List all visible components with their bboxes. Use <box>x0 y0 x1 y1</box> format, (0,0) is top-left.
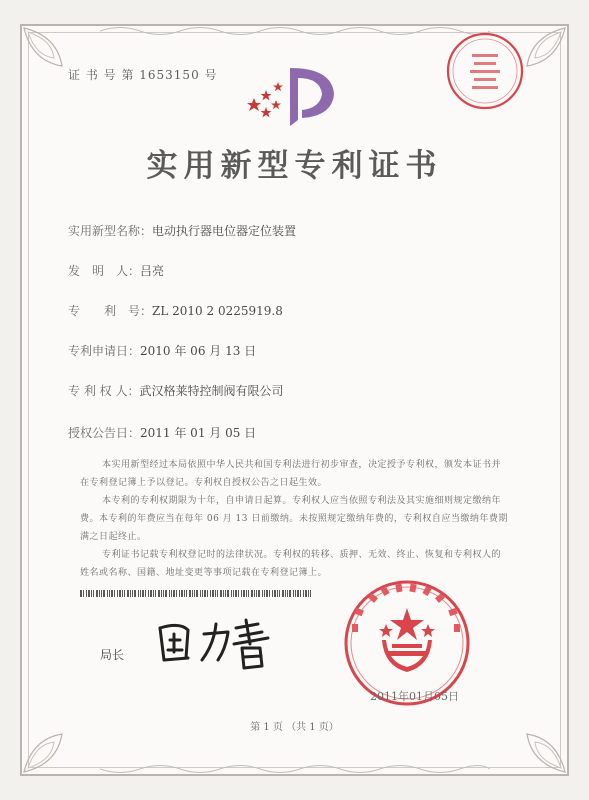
utility-model-name-label: 实用新型名称： <box>68 224 153 238</box>
barcode-bar <box>134 590 136 597</box>
barcode-bar <box>210 590 211 597</box>
barcode-bar <box>189 590 191 597</box>
barcode-bar <box>176 590 177 597</box>
barcode-bar <box>142 590 144 597</box>
barcode-bar <box>204 590 206 597</box>
barcode-bar <box>109 590 110 597</box>
barcode-bar <box>248 590 249 597</box>
barcode-bar <box>99 590 100 597</box>
barcode-bar <box>80 590 82 597</box>
barcode-bar <box>217 590 218 597</box>
barcode-bar <box>114 590 115 597</box>
ornament-top-band <box>100 24 490 38</box>
inventor-value: 吕亮 <box>140 264 165 278</box>
barcode-bar <box>225 590 226 597</box>
application-date-label: 专利申请日： <box>68 344 141 358</box>
barcode-bar <box>196 590 198 597</box>
barcode-bar <box>173 590 175 597</box>
ornament-corner-bottom-right <box>497 704 567 774</box>
barcode-bar <box>300 590 301 597</box>
application-date-value: 2010 年 06 月 13 日 <box>140 344 257 358</box>
barcode-bar <box>207 590 208 597</box>
barcode-bar <box>124 590 125 597</box>
barcode-bar <box>86 590 87 597</box>
body-paragraph-1: 本实用新型经过本局依照中华人民共和国专利法进行初步审查，决定授予专利权，颁发本证书并在专利登记簿上予以登记。专利权自授权公告之日起生效。 <box>80 460 502 488</box>
barcode-bar <box>308 590 309 597</box>
barcode-bar <box>101 590 102 597</box>
barcode-bar <box>111 590 113 597</box>
barcode-bar <box>127 590 129 597</box>
barcode-bar <box>150 590 152 597</box>
barcode-bar <box>161 590 162 597</box>
grant-date-value: 2011 年 01 月 05 日 <box>140 426 257 440</box>
director-signature <box>150 614 280 674</box>
barcode-bar <box>310 590 311 597</box>
barcode-bar <box>200 590 201 597</box>
certificate-number: 证 书 号 第 1653150 号 <box>68 68 218 82</box>
body-paragraph-2: 本专利的专利权期限为十年，自申请日起算。专利权人应当依照专利法及其实施细则规定缴纳年费。本专利的年费应当在每年 06 月 13 日前缴纳。未按照规定缴纳年费的，专利权自应当缴纳年费期满之日起终止。 <box>80 496 508 542</box>
barcode-bar <box>202 590 203 597</box>
barcode-bar <box>91 590 92 597</box>
application-date-row <box>68 342 256 359</box>
barcode-bar <box>233 590 234 597</box>
barcode-bar <box>96 590 98 597</box>
barcode-bar <box>117 590 118 597</box>
barcode-bar <box>155 590 156 597</box>
barcode-bar <box>285 590 286 597</box>
barcode-bar <box>269 590 270 597</box>
barcode-bar <box>262 590 263 597</box>
barcode-bar <box>140 590 141 597</box>
grant-date-label: 授权公告日： <box>68 426 141 440</box>
barcode-bar <box>264 590 265 597</box>
barcode-bar <box>287 590 288 597</box>
seal-date: 2011年01月05日 <box>370 690 459 703</box>
barcode-bar <box>243 590 245 597</box>
director-label: 局长 <box>100 648 125 662</box>
barcode-bar <box>83 590 84 597</box>
barcode-bar <box>282 590 284 597</box>
ornament-corner-bottom-left <box>22 704 92 774</box>
barcode-bar <box>231 590 232 597</box>
patentee-label: 专 利 权 人： <box>68 384 140 398</box>
ornament-bottom-band <box>100 762 490 776</box>
barcode-bar <box>165 590 167 597</box>
barcode-bar <box>289 590 291 597</box>
barcode <box>80 590 315 597</box>
barcode-bar <box>274 590 276 597</box>
barcode-bar <box>256 590 257 597</box>
barcode-bar <box>295 590 296 597</box>
grant-date-row <box>68 424 256 441</box>
barcode-bar <box>251 590 253 597</box>
barcode-bar <box>132 590 133 597</box>
patent-office-logo <box>240 60 350 130</box>
patent-number-value: ZL 2010 2 0225919.8 <box>152 304 283 318</box>
barcode-bar <box>153 590 154 597</box>
barcode-bar <box>171 590 172 597</box>
barcode-bar <box>238 590 239 597</box>
patent-number-label: 专 利 号： <box>68 304 153 318</box>
barcode-bar <box>179 590 180 597</box>
barcode-bar <box>258 590 260 597</box>
barcode-bar <box>279 590 280 597</box>
barcode-bar <box>192 590 193 597</box>
utility-model-name-value: 电动执行器电位器定位装置 <box>152 224 297 238</box>
barcode-bar <box>138 590 139 597</box>
barcode-bar <box>272 590 273 597</box>
barcode-bar <box>122 590 123 597</box>
barcode-bar <box>246 590 247 597</box>
inventor-row <box>68 262 164 279</box>
patentee-value: 武汉格莱特控制阀有限公司 <box>139 384 284 398</box>
patent-number-row <box>68 302 283 319</box>
barcode-bar <box>169 590 170 597</box>
barcode-bar <box>235 590 237 597</box>
barcode-bar <box>163 590 164 597</box>
barcode-bar <box>227 590 229 597</box>
inventor-label: 发 明 人： <box>68 264 141 278</box>
body-paragraph-3: 专利证书记载专利权登记时的法律状况。专利权的转移、质押、无效、终止、恢复和专利权人的姓名或名称、国籍、地址变更等事项记载在专利登记簿上。 <box>80 550 502 578</box>
barcode-bar <box>220 590 222 597</box>
barcode-bar <box>266 590 268 597</box>
page-indicator: 第 1 页 （共 1 页） <box>250 722 339 733</box>
barcode-bar <box>88 590 90 597</box>
utility-model-name-row <box>68 222 296 239</box>
barcode-bar <box>145 590 146 597</box>
barcode-bar <box>254 590 255 597</box>
barcode-bar <box>223 590 224 597</box>
barcode-bar <box>293 590 294 597</box>
barcode-bar <box>186 590 187 597</box>
barcode-bar <box>303 590 304 597</box>
patentee-row <box>68 382 283 399</box>
barcode-bar <box>241 590 242 597</box>
certificate-title: 实用新型专利证书 <box>146 148 443 184</box>
barcode-bar <box>107 590 108 597</box>
registration-stamp <box>444 30 526 112</box>
barcode-bar <box>184 590 185 597</box>
barcode-bar <box>103 590 105 597</box>
barcode-bar <box>181 590 183 597</box>
barcode-bar <box>215 590 216 597</box>
barcode-bar <box>119 590 121 597</box>
barcode-bar <box>305 590 307 597</box>
barcode-bar <box>93 590 94 597</box>
barcode-bar <box>297 590 299 597</box>
barcode-bar <box>194 590 195 597</box>
barcode-bar <box>277 590 278 597</box>
barcode-bar <box>130 590 131 597</box>
barcode-bar <box>148 590 149 597</box>
barcode-bar <box>212 590 214 597</box>
barcode-bar <box>158 590 160 597</box>
ornament-corner-top-left <box>22 26 92 96</box>
